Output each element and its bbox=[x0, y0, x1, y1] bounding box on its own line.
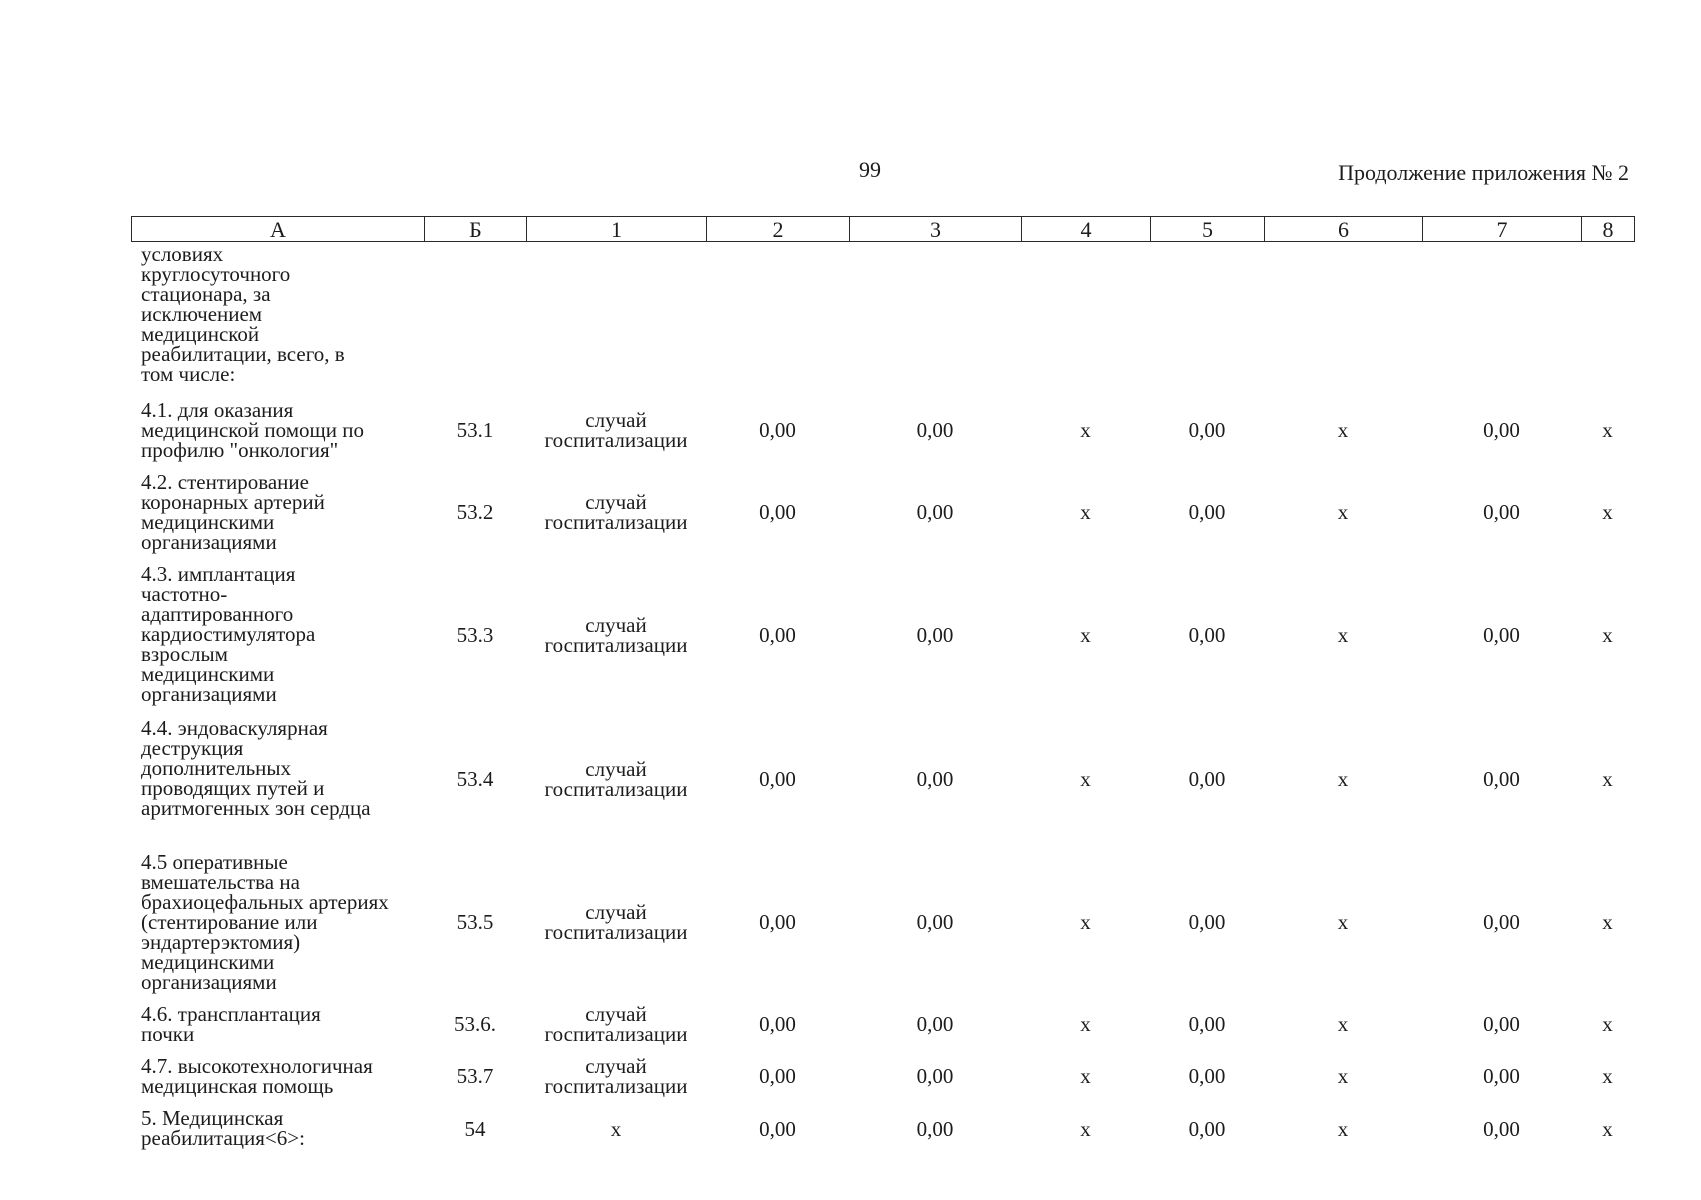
row-col-6: х bbox=[1337, 910, 1349, 934]
row-col-6: х bbox=[1337, 418, 1349, 442]
row-col-8: х bbox=[1602, 1012, 1613, 1036]
row-col-4: х bbox=[1080, 500, 1091, 524]
row-unit: х bbox=[610, 1117, 622, 1141]
column-header-3: 3 bbox=[850, 217, 1022, 242]
row-col-2: 0,00 bbox=[759, 418, 796, 442]
row-unit: случай госпитализации bbox=[544, 613, 688, 657]
row-col-3: 0,00 bbox=[916, 1012, 954, 1036]
column-header-7: 7 bbox=[1423, 217, 1582, 242]
table-row bbox=[131, 466, 1634, 558]
row-col-3: 0,00 bbox=[916, 910, 954, 934]
row-col-7: 0,00 bbox=[1483, 910, 1520, 934]
row-col-5: 0,00 bbox=[1188, 418, 1226, 442]
row-name: 4.4. эндоваскулярная деструкция дополнительных проводящих путей и аритмогенных зон сердца bbox=[141, 716, 371, 820]
row-col-6: х bbox=[1337, 1064, 1349, 1088]
row-col-3: 0,00 bbox=[916, 767, 954, 791]
row-col-5 bbox=[1150, 244, 1264, 394]
row-col-3: 0,00 bbox=[916, 1117, 954, 1141]
row-col-8: х bbox=[1602, 500, 1613, 524]
row-code: 53.6. bbox=[454, 1012, 496, 1036]
row-col-5: 0,00 bbox=[1188, 910, 1226, 934]
continuation-title: Продолжение приложения № 2 bbox=[1338, 160, 1629, 185]
column-header-4: 4 bbox=[1022, 217, 1151, 242]
row-unit: случай госпитализации bbox=[544, 757, 688, 801]
row-code: 53.3 bbox=[456, 623, 494, 647]
row-col-8: х bbox=[1602, 623, 1613, 647]
row-name: 4.3. имплантация частотно-адаптированного кардиостимулятора взрослым медицинскими организациями bbox=[141, 562, 316, 706]
column-header-b: Б bbox=[425, 217, 527, 242]
row-col-3 bbox=[849, 244, 1021, 394]
row-unit: случай госпитализации bbox=[544, 1054, 688, 1098]
row-code bbox=[424, 244, 526, 394]
row-col-2: 0,00 bbox=[759, 910, 796, 934]
row-col-4: х bbox=[1080, 1064, 1091, 1088]
column-header-row bbox=[132, 217, 1635, 242]
table-row bbox=[131, 1102, 1634, 1156]
row-col-8: х bbox=[1602, 1117, 1613, 1141]
row-col-2: 0,00 bbox=[759, 1117, 796, 1141]
table-row bbox=[131, 558, 1634, 712]
row-col-2: 0,00 bbox=[759, 1064, 796, 1088]
row-code: 53.1 bbox=[456, 418, 494, 442]
column-header-1: 1 bbox=[527, 217, 707, 242]
row-name: 5. Медицинская реабилитация<6>: bbox=[141, 1106, 305, 1150]
table-row bbox=[131, 244, 1634, 394]
table-row bbox=[131, 1050, 1634, 1102]
table-row bbox=[131, 712, 1634, 846]
row-col-7: 0,00 bbox=[1483, 767, 1520, 791]
row-col-3: 0,00 bbox=[916, 1064, 954, 1088]
row-col-4: х bbox=[1080, 1117, 1091, 1141]
row-code: 53.4 bbox=[456, 767, 494, 791]
row-unit: случай госпитализации bbox=[544, 900, 688, 944]
row-col-5: 0,00 bbox=[1188, 623, 1226, 647]
row-col-7: 0,00 bbox=[1483, 500, 1520, 524]
table-row bbox=[131, 846, 1634, 998]
row-col-8: х bbox=[1602, 767, 1613, 791]
row-col-4: х bbox=[1080, 767, 1091, 791]
page-number: 99 bbox=[859, 157, 881, 182]
row-unit: случай госпитализации bbox=[544, 490, 688, 534]
row-col-4: х bbox=[1080, 623, 1091, 647]
column-header-a: А bbox=[132, 217, 425, 242]
row-name: 4.7. высокотехнологичная медицинская помощь bbox=[141, 1054, 373, 1098]
row-col-2: 0,00 bbox=[759, 623, 796, 647]
row-col-5: 0,00 bbox=[1188, 1064, 1226, 1088]
row-col-4 bbox=[1021, 244, 1150, 394]
column-header-5: 5 bbox=[1151, 217, 1265, 242]
row-col-7: 0,00 bbox=[1483, 1117, 1520, 1141]
data-table bbox=[131, 244, 1634, 1156]
row-name: 4.1. для оказания медицинской помощи по профилю "онкология" bbox=[141, 398, 364, 462]
row-col-4: х bbox=[1080, 418, 1091, 442]
row-col-6: х bbox=[1337, 623, 1349, 647]
row-col-6: х bbox=[1337, 767, 1349, 791]
row-col-7: 0,00 bbox=[1483, 1064, 1520, 1088]
row-col-5: 0,00 bbox=[1188, 1012, 1226, 1036]
row-code: 53.5 bbox=[456, 910, 494, 934]
row-col-3: 0,00 bbox=[916, 623, 954, 647]
row-col-8: х bbox=[1602, 1064, 1613, 1088]
row-col-5: 0,00 bbox=[1188, 1117, 1226, 1141]
row-col-3: 0,00 bbox=[916, 500, 954, 524]
row-col-5: 0,00 bbox=[1188, 767, 1226, 791]
row-code: 53.7 bbox=[456, 1064, 494, 1088]
row-col-8: х bbox=[1602, 418, 1613, 442]
row-col-2: 0,00 bbox=[759, 767, 796, 791]
row-col-6: х bbox=[1337, 1012, 1349, 1036]
row-col-7: 0,00 bbox=[1483, 418, 1520, 442]
row-col-8: х bbox=[1602, 910, 1613, 934]
row-col-6: х bbox=[1337, 500, 1349, 524]
row-code: 54 bbox=[464, 1117, 486, 1141]
row-col-8 bbox=[1581, 244, 1634, 394]
row-unit: случай госпитализации bbox=[544, 408, 688, 452]
table-row bbox=[131, 394, 1634, 466]
column-header-8: 8 bbox=[1582, 217, 1635, 242]
row-col-7: 0,00 bbox=[1483, 623, 1520, 647]
row-col-4: х bbox=[1080, 1012, 1091, 1036]
column-header-table bbox=[131, 216, 1635, 242]
column-header-6: 6 bbox=[1265, 217, 1423, 242]
row-col-6 bbox=[1264, 244, 1422, 394]
row-col-7 bbox=[1422, 244, 1581, 394]
row-unit bbox=[526, 244, 706, 394]
row-col-7: 0,00 bbox=[1483, 1012, 1520, 1036]
row-unit: случай госпитализации bbox=[544, 1002, 688, 1046]
table-row bbox=[131, 998, 1634, 1050]
row-col-6: х bbox=[1337, 1117, 1349, 1141]
row-col-2 bbox=[706, 244, 849, 394]
row-name: 4.2. стентирование коронарных артерий медицинскими организациями bbox=[141, 470, 325, 554]
row-name: 4.6. трансплантация почки bbox=[141, 1002, 321, 1046]
column-header-2: 2 bbox=[707, 217, 850, 242]
row-col-4: х bbox=[1080, 910, 1091, 934]
row-name: 4.5 оперативные вмешательства на брахиоцефальных артериях (стентирование или эндартерэктомия) медицинскими организациями bbox=[141, 850, 389, 994]
row-col-5: 0,00 bbox=[1188, 500, 1226, 524]
row-col-2: 0,00 bbox=[759, 1012, 796, 1036]
row-code: 53.2 bbox=[456, 500, 494, 524]
row-col-2: 0,00 bbox=[759, 500, 796, 524]
row-col-3: 0,00 bbox=[916, 418, 954, 442]
row-name: условиях круглосуточного стационара, за исключением медицинской реабилитации, всего, в том числе: bbox=[141, 242, 345, 386]
